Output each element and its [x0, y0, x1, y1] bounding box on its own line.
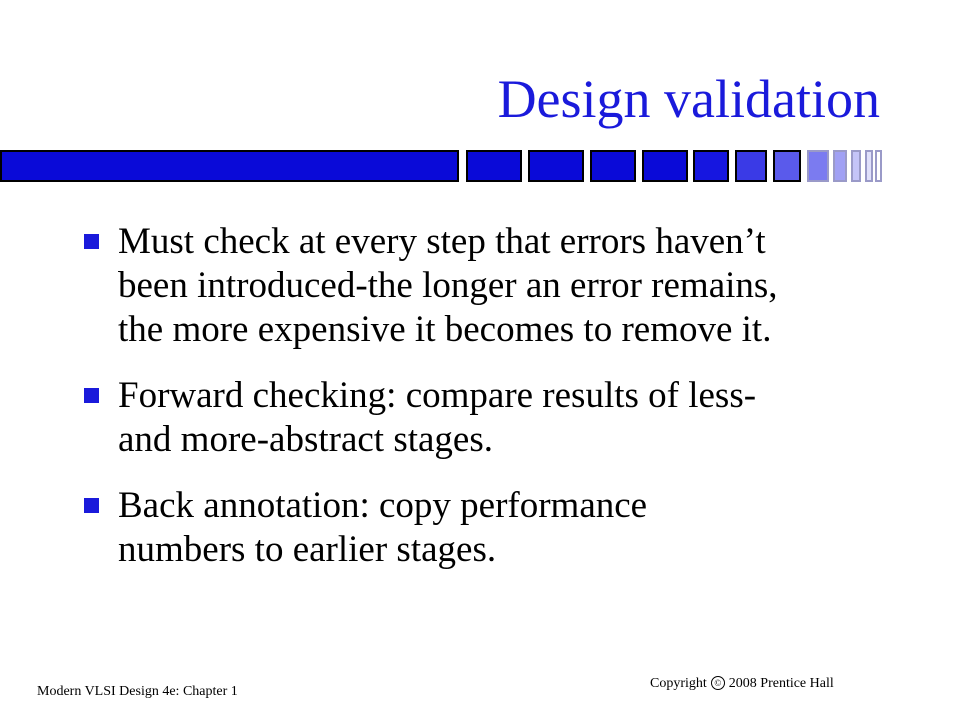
bullet-line: numbers to earlier stages.	[118, 529, 497, 570]
bar-block	[643, 151, 687, 181]
bullet-item	[84, 220, 884, 352]
bar-segment-long	[1, 151, 458, 181]
bullet-list	[84, 220, 884, 594]
bar-block	[852, 151, 860, 181]
bullet-line: been introduced-the longer an error remains,	[118, 265, 778, 306]
bullet-line: Must check at every step that errors haven’t	[118, 221, 766, 262]
bar-block	[736, 151, 766, 181]
footer-copyright	[650, 676, 834, 692]
copyright-prefix: Copyright	[650, 676, 707, 691]
bar-block	[694, 151, 728, 181]
bar-block	[866, 151, 872, 181]
bar-block	[467, 151, 521, 181]
bar-block	[808, 151, 828, 181]
bar-block	[774, 151, 800, 181]
bullet-item	[84, 484, 884, 572]
bullet-line: Back annotation: copy performance	[118, 485, 648, 526]
slide-title: Design validation	[497, 69, 880, 129]
bullet-line: and more-abstract stages.	[118, 419, 493, 460]
copyright-suffix: 2008 Prentice Hall	[728, 676, 834, 691]
bullet-item	[84, 374, 884, 462]
bar-block	[529, 151, 583, 181]
bar-block	[834, 151, 846, 181]
title-decoration-bar	[0, 150, 884, 184]
bullet-square-icon	[84, 234, 99, 249]
bullet-square-icon	[84, 498, 99, 513]
bullet-line: Forward checking: compare results of less-	[118, 375, 757, 416]
bullet-line: the more expensive it becomes to remove it.	[118, 309, 772, 350]
bar-block	[591, 151, 635, 181]
footer-course-label: Modern VLSI Design 4e: Chapter 1	[37, 684, 238, 699]
copyright-icon: ©	[711, 676, 725, 690]
bullet-square-icon	[84, 388, 99, 403]
bar-block	[876, 151, 881, 181]
